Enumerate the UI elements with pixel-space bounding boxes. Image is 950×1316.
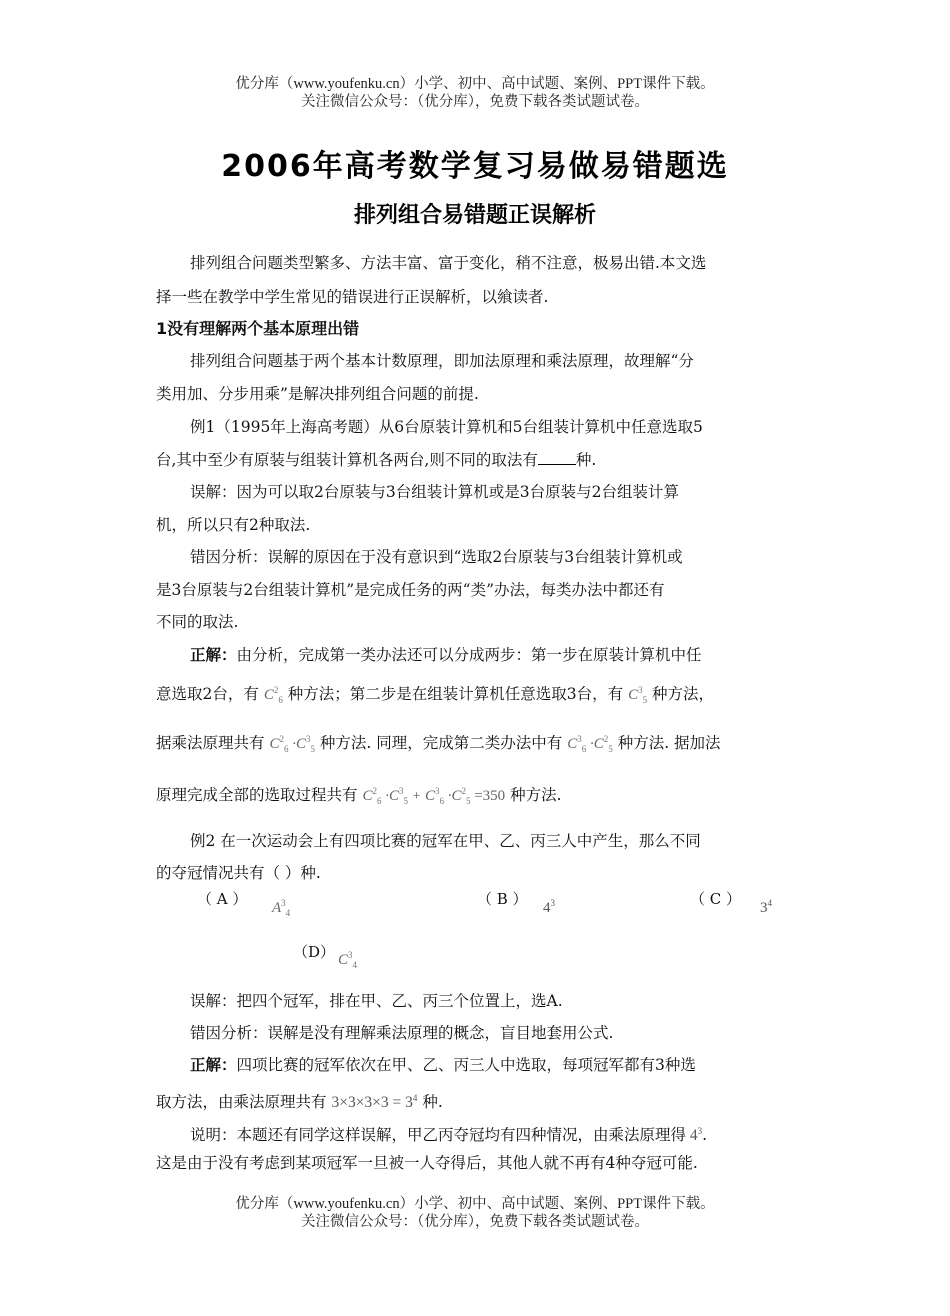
example2-note-line-1 (190, 1121, 707, 1146)
document-title: 2006年高考数学复习易做易错题选 (221, 149, 729, 184)
header-line-2: 关注微信公众号：（优分库），免费下载各类试题试卷。 (301, 94, 649, 110)
document-subtitle: 排列组合易错题正误解析 (353, 203, 596, 228)
example2-analysis: 错因分析：误解是没有理解乘法原理的概念，盲目地套用公式. (190, 1024, 614, 1042)
example2-note-line-2: 这是由于没有考虑到某项冠军一旦被一人夺得后，其他人就不再有4种夺冠可能. (156, 1154, 698, 1172)
wrong-label: 误解： (190, 483, 237, 501)
footer-line-1: 优分库（www.youfenku.cn）小学、初中、高中试题、案例、PPT课件下载。 (235, 1196, 715, 1212)
option-c-formula: $3^4$ (760, 898, 772, 916)
example1-text: 台,其中至少有原装与组装计算机各两台,则不同的取法有 (156, 451, 538, 469)
formula-c63-c52: $C^3_6 \cdot C^2_5$ (567, 734, 613, 754)
footer-line-2: 关注微信公众号：（优分库），免费下载各类试题试卷。 (301, 1214, 649, 1230)
example1-line-2 (156, 450, 596, 470)
example1-correct-line-1 (190, 645, 702, 665)
formula-result: =350 (474, 788, 506, 804)
formula-3x3x3x3: $3\times 3\times 3\times 3 = 3^4$ (331, 1093, 418, 1112)
correct-text-3c: 种方法. 据加法 (617, 734, 721, 752)
example1-text-end: 种. (575, 451, 597, 469)
correct-label-2: 正解： (190, 1055, 237, 1074)
wrong-text: 因为可以取2台原装与3台组装计算机或是3台原装与2台组装计算 (236, 483, 679, 501)
header-line-1: 优分库（www.youfenku.cn）小学、初中、高中试题、案例、PPT课件下载。 (235, 76, 715, 92)
page-header (0, 75, 950, 111)
example1-wrong-line-2: 机，所以只有2种取法. (156, 516, 311, 534)
example1-correct-line-3 (156, 726, 721, 762)
formula-sum: $C^2_6 \cdot C^3_5 + C^3_6 \cdot C^2_5 =350$ (362, 786, 506, 806)
correct-text-2c: 种方法， (652, 685, 715, 703)
correct2-text-1: 四项比赛的冠军依次在甲、乙、丙三人中选取，每项冠军都有3种选 (236, 1056, 696, 1074)
note-text-1b: . (702, 1126, 708, 1145)
example1-correct-line-2 (156, 677, 714, 713)
correct-text-3a: 据乘法原理共有 (156, 734, 265, 752)
example1-analysis-line-1: 错因分析：误解的原因在于没有意识到“选取2台原装与3台组装计算机或 (190, 548, 683, 566)
example2-line-1: 例2 在一次运动会上有四项比赛的冠军在甲、乙、丙三人中产生，那么不同 (190, 832, 701, 850)
correct-text-2b: 种方法；第二步是在组装计算机任意选取3台，有 (287, 685, 624, 703)
formula-c53: $C^3_5$ (628, 685, 648, 705)
correct-text-4a: 原理完成全部的选取过程共有 (156, 786, 358, 804)
option-b-label: （ B ） (477, 890, 528, 908)
example2-wrong: 误解：把四个冠军，排在甲、乙、丙三个位置上，选A. (190, 992, 563, 1010)
answer-blank (538, 450, 576, 465)
page-footer (0, 1195, 950, 1231)
correct-text: 由分析，完成第一类办法还可以分成两步：第一步在原装计算机中任 (236, 646, 702, 664)
option-b-formula: $4^3$ (543, 898, 555, 916)
intro-line-2: 择一些在教学中学生常见的错误进行正误解析，以飨读者. (156, 288, 549, 306)
option-d-label: （D） (293, 943, 336, 961)
example1-analysis-line-3: 不同的取法. (156, 613, 239, 631)
correct-text-3b: 种方法. 同理，完成第二类办法中有 (319, 734, 563, 752)
example1-line-1: 例1（1995年上海高考题）从6台原装计算机和5台组装计算机中任意选取5 (190, 418, 703, 436)
section-para-line-1: 排列组合问题基于两个基本计数原理，即加法原理和乘法原理，故理解“分 (190, 352, 694, 370)
intro-line-1: 排列组合问题类型繁多、方法丰富、富于变化，稍不注意，极易出错.本文选 (190, 254, 707, 272)
formula-c62: $C^2_6$ (263, 685, 283, 705)
option-d-formula: $C^3_4$ (338, 950, 358, 970)
correct-text-2a: 意选取2台，有 (156, 685, 259, 703)
correct2-text-2a: 取方法，由乘法原理共有 (156, 1093, 327, 1112)
option-a-label: （ A ） (197, 890, 248, 908)
option-a-formula: $A^3_4$ (272, 898, 291, 918)
correct-label: 正解： (190, 645, 237, 664)
note-text-1a: 说明：本题还有同学这样误解，甲乙丙夺冠均有四种情况，由乘法原理得 (190, 1126, 687, 1145)
section-para-line-2: 类用加、分步用乘”是解决排列组合问题的前提. (156, 385, 479, 403)
example1-analysis-line-2: 是3台原装与2台组装计算机”是完成任务的两“类”办法，每类办法中都还有 (156, 581, 665, 599)
example2-line-2: 的夺冠情况共有（ ）种. (156, 864, 321, 882)
correct2-text-2b: 种. (422, 1093, 443, 1112)
example1-wrong-line-1 (190, 482, 679, 502)
formula-c62-c53: $C^2_6 \cdot C^3_5$ (269, 734, 315, 754)
example2-correct-line-2 (156, 1088, 443, 1113)
example2-correct-line-1 (190, 1055, 696, 1075)
example1-correct-line-4 (156, 778, 562, 814)
correct-text-4b: 种方法. (510, 786, 562, 804)
formula-4-cubed: $4^3$ (686, 1126, 703, 1145)
section-heading: 1没有理解两个基本原理出错 (156, 319, 360, 338)
option-c-label: （ C ） (690, 890, 742, 908)
